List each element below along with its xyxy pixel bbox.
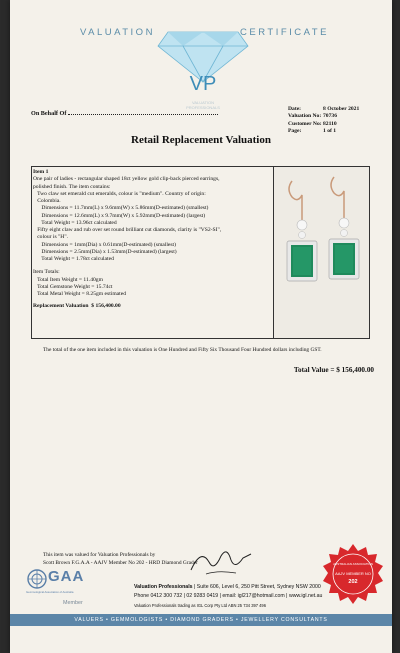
svg-text:AAJV MEMBER NO: AAJV MEMBER NO	[335, 571, 371, 576]
gaa-text: GAA	[48, 568, 85, 585]
document-title: Retail Replacement Valuation	[131, 134, 271, 146]
svg-text:VALUATION: VALUATION	[191, 100, 215, 105]
vp-logo	[148, 12, 258, 122]
signature	[186, 544, 256, 580]
meta-block: Date: 8 October 2021 Valuation No: 70736 Customer No: 82110 Page: 1 of 1	[288, 106, 360, 135]
gaa-subtitle: Gemmological Association of Australia	[26, 590, 74, 594]
total-value: Total Value = $ 156,400.00	[293, 366, 374, 374]
summary-text: The total of the one item included in this valuation is One Hundred and Fifty Six Thousand Four Hundred dollars including GST.	[43, 347, 322, 353]
svg-text:AUSTRALIAN ASSOCIATION: AUSTRALIAN ASSOCIATION	[333, 562, 373, 566]
aajv-seal	[322, 543, 384, 605]
on-behalf-of: On Behalf Of	[31, 109, 218, 117]
certificate-sheet	[10, 0, 392, 653]
logo-text: VP	[189, 73, 217, 95]
earrings-photo	[273, 166, 370, 339]
header-left-word: VALUATION	[80, 27, 155, 38]
member-label: Member	[63, 600, 83, 606]
contact-block: Valuation Professionals | Suite 606, Level 6, 250 Pitt Street, Sydney NSW 2000 Phone 0412 300 732 | 02 9283 0419 | email: igl217@hotmail.com | www.igl.net.au Valuation Professionals trading as IGL Corp Pty Ltd ABN 25 734 397 496	[134, 584, 323, 608]
item-description: Item 1 One pair of ladies - rectangular shaped 18ct yellow gold clip-back pierced earrings, polished finish. The item contains: Two claw set emerald cut emeralds, colour is "medium". Country of origin: Colombia. Dimensions = 11.7mm(L) x 9.6mm(W) x 5.86mm(D-estimated) (smallest) Dimensions = 12.6mm(L) x 9.7mm(W) x 5.92mm(D-estimated) (largest) Total Weight = 13.96ct calculated Fifty eight claw and rub over set round brilliant cut diamonds, clarity is "VS2-SI", colour is "H". Dimensions = 1mm(Dia) x 0.61mm(D-estimated) (smallest) Dimensions = 2.5mm(Dia) x 1.53mm(D-estimated) (largest) Total Weight = 1.78ct calculated Item Totals: Total Item Weight = 11.40gm Total Gemstone Weight = 15.74ct Total Metal Weight = 8.25gm estimated Replacement Valuation $ 156,400.00	[33, 169, 222, 310]
svg-text:202: 202	[348, 579, 358, 585]
svg-text:PROFESSIONALS: PROFESSIONALS	[186, 105, 220, 110]
footer-bar: VALUERS • GEMMOLOGISTS • DIAMOND GRADERS • JEWELLERY CONSULTANTS	[10, 614, 392, 626]
header-right-word: CERTIFICATE	[240, 27, 329, 38]
valuer-credit: This item was valued for Valuation Professionals by Scott Brown F.G.A.A - AAJV Member No 202 - HRD Diamond Grader	[43, 552, 198, 566]
